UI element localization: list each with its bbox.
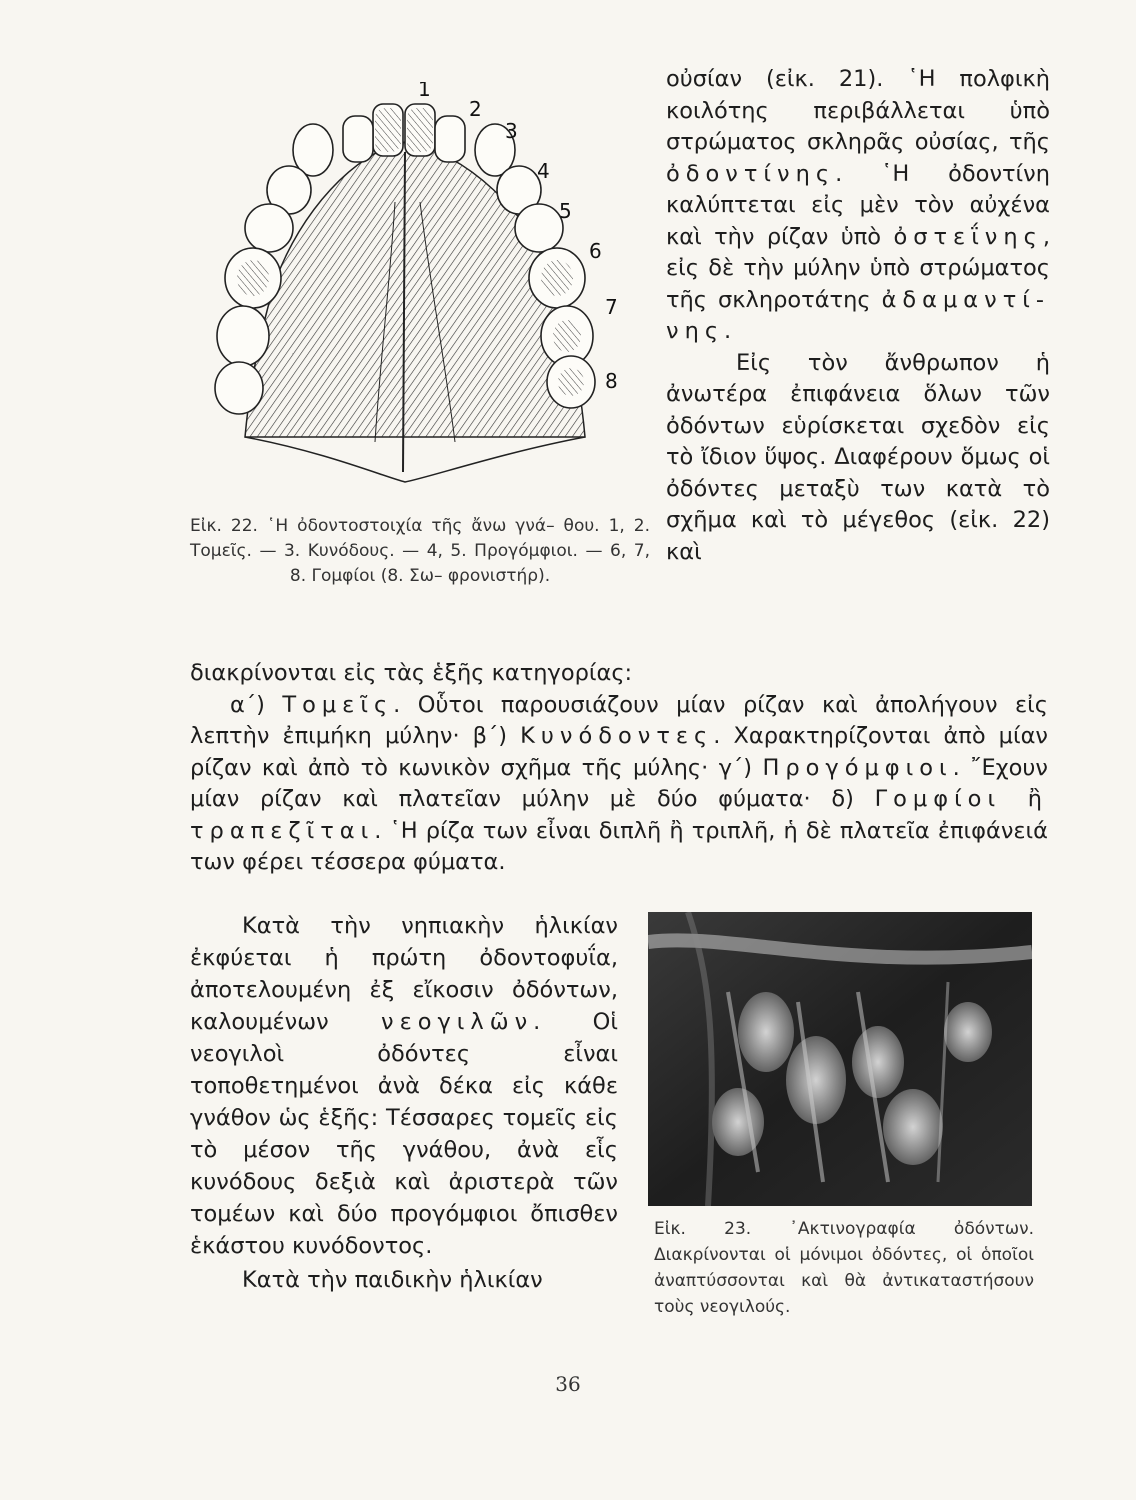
dental-arch-illustration: [205, 82, 625, 502]
text-run: , εἰς δὲ τὴν μύλην ὑπὸ στρώματος τῆς σκληροτάτης: [666, 223, 1050, 313]
text-run: .: [724, 318, 732, 344]
figure-23-caption: Εἰκ. 23. ᾿Ακτινογραφία ὀδόντων. Διακρίνονται οἱ μόνιμοι ὀδόντες, οἱ ὁποῖοι ἀναπτύσσονται καὶ θὰ ἀντικαταστήσουν τοὺς νεογιλούς.: [654, 1219, 1034, 1317]
spaced-term: Γομφίοι ἢ τραπεζῖται: [190, 786, 1048, 844]
tooth-label-7: 7: [605, 295, 618, 319]
tooth-label-8: 8: [605, 369, 618, 393]
tooth-label-6: 6: [589, 239, 602, 263]
tooth-label-5: 5: [559, 199, 572, 223]
spaced-term: Τομεῖς: [282, 691, 394, 718]
paragraph: [666, 64, 1050, 348]
paragraph: διακρίνονται εἰς τὰς ἑξῆς κατηγορίας:: [190, 660, 633, 686]
spaced-term: ὀστεΐνης: [893, 223, 1043, 250]
paragraph: [190, 910, 618, 1262]
left-column-text: [190, 910, 618, 1296]
figure-22-caption: Εἰκ. 22. ῾Η ὀδοντοστοιχία τῆς ἄνω γνά– θου. 1, 2. Τομεῖς. — 3. Κυνόδους. — 4, 5. Προγόμφιοι. — 6, 7, 8. Γομφίοι (8. Σω– φρονιστήρ).: [190, 516, 650, 586]
paragraph-categories: [190, 690, 1048, 879]
spaced-term: Προγόμφιοι: [762, 754, 953, 781]
spaced-term: νεογιλῶν: [381, 1009, 534, 1035]
text-run: Κατὰ τὴν νηπιακὴν ἡλικίαν ἐκφύεται ἡ πρώτη ὀδοντοφυΐα, ἀποτελουμένη ἐξ εἴκοσιν ὀδόντων, καλουμένων: [190, 913, 618, 1035]
page-number: 36: [555, 1372, 581, 1396]
category-label: β΄): [472, 723, 521, 749]
spaced-term: Κυνόδοντες: [520, 723, 714, 749]
text-run: . ῾Η ρίζα των εἶναι διπλῆ ἢ τριπλῆ, ἡ δὲ πλατεῖα ἐπιφάνειά των φέρει τέσσερα φύματα.: [190, 817, 1048, 875]
paragraph: Εἰς τὸν ἄνθρωπον ἡ ἀνωτέρα ἐπιφάνεια ὅλων τῶν ὀδόντων εὑρίσκεται σχεδὸν εἰς τὸ ἴδιον ὕψος. Διαφέρουν ὅμως οἱ ὀδόντες μεταξὺ των κατὰ τὸ σχῆμα καὶ τὸ μέγεθος (εἰκ. 22) καὶ: [666, 349, 1050, 565]
right-column-text: [666, 64, 1050, 568]
text-run: . ῾Η ὀδοντίνη καλύπτεται εἰς μὲν τὸν αὐχένα καὶ τὴν ρίζαν ὑπὸ: [666, 160, 1050, 250]
paragraph: Κατὰ τὴν παιδικὴν ἡλικίαν: [242, 1267, 543, 1293]
spaced-term: ὀδοντίνης: [666, 160, 836, 187]
xray-image: [648, 912, 1032, 1206]
text-run: . Οἱ νεογιλοὶ ὀδόντες εἶναι τοποθετημένοι ἀνὰ δέκα εἰς κάθε γνάθον ὡς ἑξῆς: Τέσσαρες τομεῖς εἰς τὸ μέσον τῆς γνάθου, ἀνὰ εἷς κυνόδους δεξιὰ καὶ ἀριστερὰ τῶν τομέων καὶ δύο προγόμφιοι ὄπισθεν ἑκάστου κυνόδοντος.: [190, 1009, 618, 1259]
tooth-label-1: 1: [418, 82, 431, 101]
tooth-label-4: 4: [537, 159, 550, 183]
category-label: α΄): [230, 691, 283, 718]
upper-jaw-dentition-figure: [205, 82, 625, 502]
text-run: . Χαρακτηρίζονται ἀπὸ μίαν ρίζαν καὶ ἀπὸ τὸ κωνικὸν σχῆμα τῆς μύλης·: [190, 723, 1048, 781]
tooth-label-3: 3: [505, 119, 518, 143]
spaced-term: ἀδαμαντί- νης: [666, 286, 1050, 344]
text-run: . ῎Εχουν μίαν ρίζαν καὶ πλατεῖαν μύλην μὲ δύο φύματα·: [190, 754, 1049, 812]
tooth-label-2: 2: [469, 97, 482, 121]
dental-xray-photo: [648, 912, 1032, 1206]
text-run: . Οὗτοι παρουσιάζουν μίαν ρίζαν καὶ ἀπολήγουν εἰς λεπτὴν ἐπιμήκη μύλην·: [190, 691, 1048, 749]
full-width-text: [190, 658, 1048, 879]
category-label: δ): [831, 786, 875, 812]
category-label: γ΄): [718, 754, 763, 781]
text-run: οὐσίαν (εἰκ. 21). ῾Η πολφικὴ κοιλότης περιβάλλεται ὑπὸ στρώματος σκληρᾶς οὐσίας, τῆς: [666, 66, 1050, 155]
